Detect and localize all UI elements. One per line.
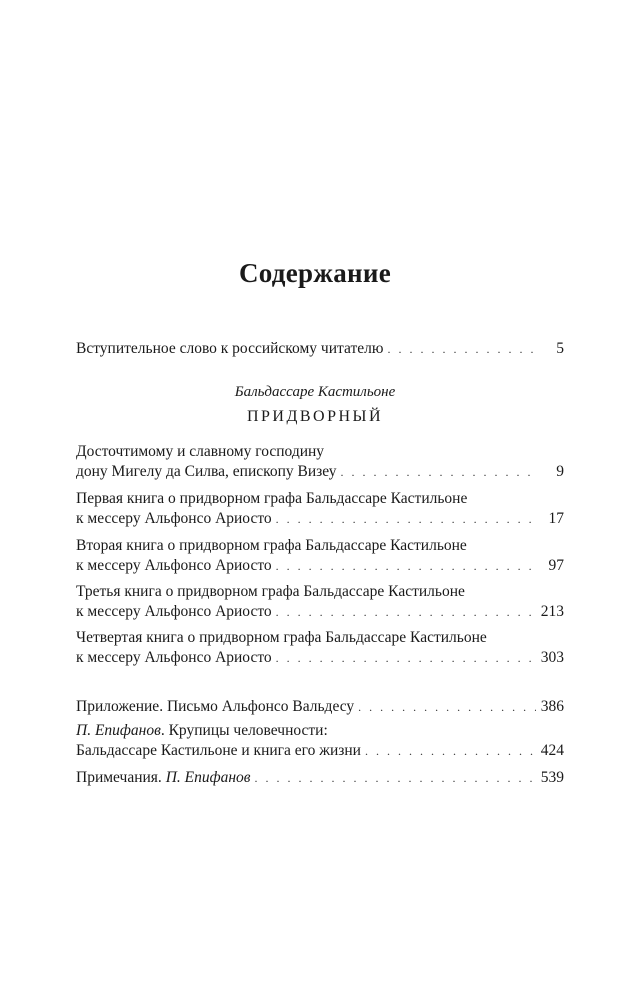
toc-entry-essay[interactable] xyxy=(76,721,564,761)
toc-entry-line2: дону Мигелу да Силва, епископу Визеу xyxy=(76,463,337,480)
toc-entry-intro[interactable] xyxy=(76,339,564,359)
notes-label: Примечания. xyxy=(76,769,162,786)
section-author: Бальдассаре Кастильоне xyxy=(234,384,396,400)
dot-leader xyxy=(387,339,536,359)
toc-entry-line1: Досточтимому и славному господину xyxy=(76,443,325,460)
toc-entry-text xyxy=(76,768,251,788)
dot-leader xyxy=(341,462,536,482)
toc-page-number: 303 xyxy=(540,649,564,666)
toc-entry-line2: к мессеру Альфонсо Ариосто xyxy=(76,603,272,620)
dot-leader xyxy=(276,509,536,529)
toc-entry-line1 xyxy=(76,721,564,741)
dot-leader xyxy=(276,602,536,622)
toc-page-number: 9 xyxy=(556,463,564,480)
essay-title: Крупицы человечности: xyxy=(168,722,328,739)
toc-entry-line2: к мессеру Альфонсо Ариосто xyxy=(76,557,272,574)
toc-page-number: 424 xyxy=(540,742,564,759)
notes-author: П. Епифанов xyxy=(165,769,251,786)
dot-leader xyxy=(255,768,536,788)
toc-entry[interactable] xyxy=(76,628,564,668)
toc-entry-line2: к мессеру Альфонсо Ариосто xyxy=(76,510,272,527)
essay-author: П. Епифанов xyxy=(76,722,161,739)
toc-entry[interactable] xyxy=(76,582,564,622)
toc-entry[interactable] xyxy=(76,536,564,576)
toc-page-number: 97 xyxy=(548,557,564,574)
dot-leader xyxy=(276,648,536,668)
dot-leader xyxy=(365,741,536,761)
toc-entry-appendix[interactable] xyxy=(76,697,564,717)
toc-entry-line2: Бальдассаре Кастильоне и книга его жизни xyxy=(76,742,361,759)
page-title: Содержание xyxy=(238,258,392,288)
toc-page-number: 539 xyxy=(540,769,564,786)
toc-entry-text: Вступительное слово к российскому читателю xyxy=(76,340,384,357)
toc-page-number: 386 xyxy=(540,698,564,715)
toc-page-number: 213 xyxy=(540,603,564,620)
toc-entry[interactable] xyxy=(76,489,564,529)
toc-entry-line1: Четвертая книга о придворном графа Бальдассаре Кастильоне xyxy=(76,629,487,646)
toc-entry-line1: Третья книга о придворном графа Бальдассаре Кастильоне xyxy=(76,583,465,600)
toc-entry-notes[interactable] xyxy=(76,768,564,788)
dot-leader xyxy=(276,556,536,576)
toc-entry-line2: к мессеру Альфонсо Ариосто xyxy=(76,649,272,666)
toc-page-number: 17 xyxy=(548,510,564,527)
toc-entry-text: Приложение. Письмо Альфонсо Вальдесу xyxy=(76,698,355,715)
toc-entry[interactable] xyxy=(76,442,564,482)
dot-leader xyxy=(358,697,536,717)
essay-author-dot: . xyxy=(160,722,169,739)
section-work-title: ПРИДВОРНЫЙ xyxy=(246,408,384,425)
toc-entry-line1: Первая книга о придворном графа Бальдассаре Кастильоне xyxy=(76,490,468,507)
toc-entry-line1: Вторая книга о придворном графа Бальдассаре Кастильоне xyxy=(76,537,467,554)
toc-page-number: 5 xyxy=(556,340,564,357)
